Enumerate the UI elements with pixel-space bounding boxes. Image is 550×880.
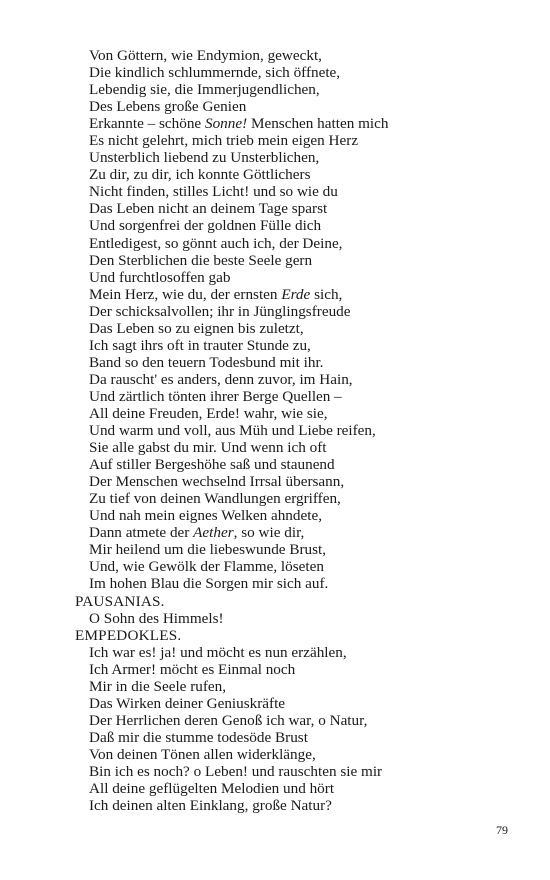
line-text: Und warm und voll, aus Müh und Liebe reifen, [89,422,376,440]
line-text: Mir heilend um die liebeswunde Brust, [89,541,327,559]
verse-line [75,81,535,98]
line-text: EMPEDOKLES. [75,626,182,644]
line-text: Ich war es! ja! und möcht es nun erzählen, [89,643,347,661]
line-text: PAUSANIAS. [75,592,165,610]
line-text: sich, [310,285,343,303]
page-number: 79 [496,823,508,837]
verse-line [75,235,535,252]
line-text: Nicht finden, stilles Licht! und so wie du [89,183,338,201]
line-text: Bin ich es noch? o Leben! und rauschten sie mir [89,762,383,780]
verse-line [75,149,535,166]
line-text: Und sorgenfrei der goldnen Fülle dich [89,217,322,235]
line-text: Daß mir die stumme todesöde Brust [89,728,308,746]
speaker-name [75,593,535,610]
line-text: Im hohen Blau die Sorgen mir sich auf. [89,575,329,593]
italic-emphasis: Sonne! [204,115,248,133]
line-text: Es nicht gelehrt, mich trieb mein eigen Herz [89,132,359,150]
line-text: Die kindlich schlummernde, sich öffnete, [89,64,341,82]
line-text: Und zärtlich tönten ihrer Berge Quellen – [89,387,342,405]
line-text: Mein Herz, wie du, der ernsten [89,285,282,303]
verse-line [75,64,535,81]
verse-line [75,269,535,286]
verse-line [75,780,535,797]
speaker-name [75,627,535,644]
verse-line [75,47,535,64]
verse-line [75,558,535,575]
verse-line [75,200,535,217]
line-text: All deine Freuden, Erde! wahr, wie sie, [89,404,328,422]
verse-line [75,252,535,269]
verse-line [75,354,535,371]
line-text: Lebendig sie, die Immerjugendlichen, [89,81,320,99]
line-text: O Sohn des Himmels! [89,609,224,627]
verse-line [75,132,535,149]
verse-line [75,524,535,541]
verse-line [75,456,535,473]
line-text: Sie alle gabst du mir. Und wenn ich oft [89,439,327,457]
verse-line [75,371,535,388]
verse-line [75,797,535,814]
line-text: Der schicksalvollen; ihr in Jünglingsfreude [89,302,351,320]
verse-line [75,473,535,490]
verse-line [75,507,535,524]
line-text: Auf stiller Bergeshöhe saß und staunend [89,456,335,474]
line-text: Von Göttern, wie Endymion, geweckt, [89,47,322,64]
verse-line [75,575,535,592]
line-text: Den Sterblichen die beste Seele gern [89,251,313,269]
verse-line [75,644,535,661]
line-text: Zu tief von deinen Wandlungen ergriffen, [89,490,341,508]
verse-line [75,115,535,132]
verse-line [75,166,535,183]
line-text: Erkannte – schöne [89,115,205,133]
verse-line [75,746,535,763]
line-text: Und nah mein eignes Welken ahndete, [89,507,322,525]
verse-line [75,422,535,439]
line-text: Des Lebens große Genien [89,98,247,116]
line-text: Der Herrlichen deren Genoß ich war, o Natur, [89,711,368,729]
line-text: Zu dir, zu dir, ich konnte Göttlichers [89,166,311,184]
line-text: Der Menschen wechselnd Irrsal übersann, [89,473,345,491]
verse-line [75,695,535,712]
verse-line [75,678,535,695]
verse-line [75,388,535,405]
verse-line [75,610,535,627]
line-text: Dann atmete der [89,524,194,542]
verse-line [75,303,535,320]
verse-line [75,337,535,354]
line-text: Und, wie Gewölk der Flamme, löseten [89,558,324,576]
verse-line [75,439,535,456]
verse-line [75,541,535,558]
verse-line [75,729,535,746]
line-text: Ich deinen alten Einklang, große Natur? [89,797,332,815]
line-text: Ich Armer! möcht es Einmal noch [89,660,296,678]
line-text: Und furchtlosoffen gab [89,268,231,286]
verse-line [75,217,535,234]
verse-line [75,763,535,780]
line-text: Entledigest, so gönnt auch ich, der Deine, [89,234,343,252]
verse-line [75,286,535,303]
verse-line [75,98,535,115]
verse-line [75,712,535,729]
line-text: Da rauscht' es anders, denn zuvor, im Hain, [89,370,353,388]
line-text: Menschen hatten mich [247,115,389,133]
verse-line [75,661,535,678]
line-text: Von deinen Tönen allen widerklänge, [89,745,316,763]
italic-emphasis: Erde [281,285,311,303]
verse-line [75,490,535,507]
verse-line [75,183,535,200]
line-text: All deine geflügelten Melodien und hört [89,780,335,798]
verse-line [75,405,535,422]
verse-line [75,320,535,337]
line-text: Das Leben so zu eignen bis zuletzt, [89,319,304,337]
italic-emphasis: Aether [193,524,234,542]
line-text: Unsterblich liebend zu Unsterblichen, [89,149,320,167]
line-text: Mir in die Seele rufen, [89,677,227,695]
verse-text-block [75,47,535,814]
line-text: Das Wirken deiner Geniuskräfte [89,694,286,712]
line-text: , so wie dir, [233,524,305,542]
line-text: Das Leben nicht an deinem Tage sparst [89,200,328,218]
line-text: Band so den teuern Todesbund mit ihr. [89,353,324,371]
line-text: Ich sagt ihrs oft in trauter Stunde zu, [89,336,311,354]
